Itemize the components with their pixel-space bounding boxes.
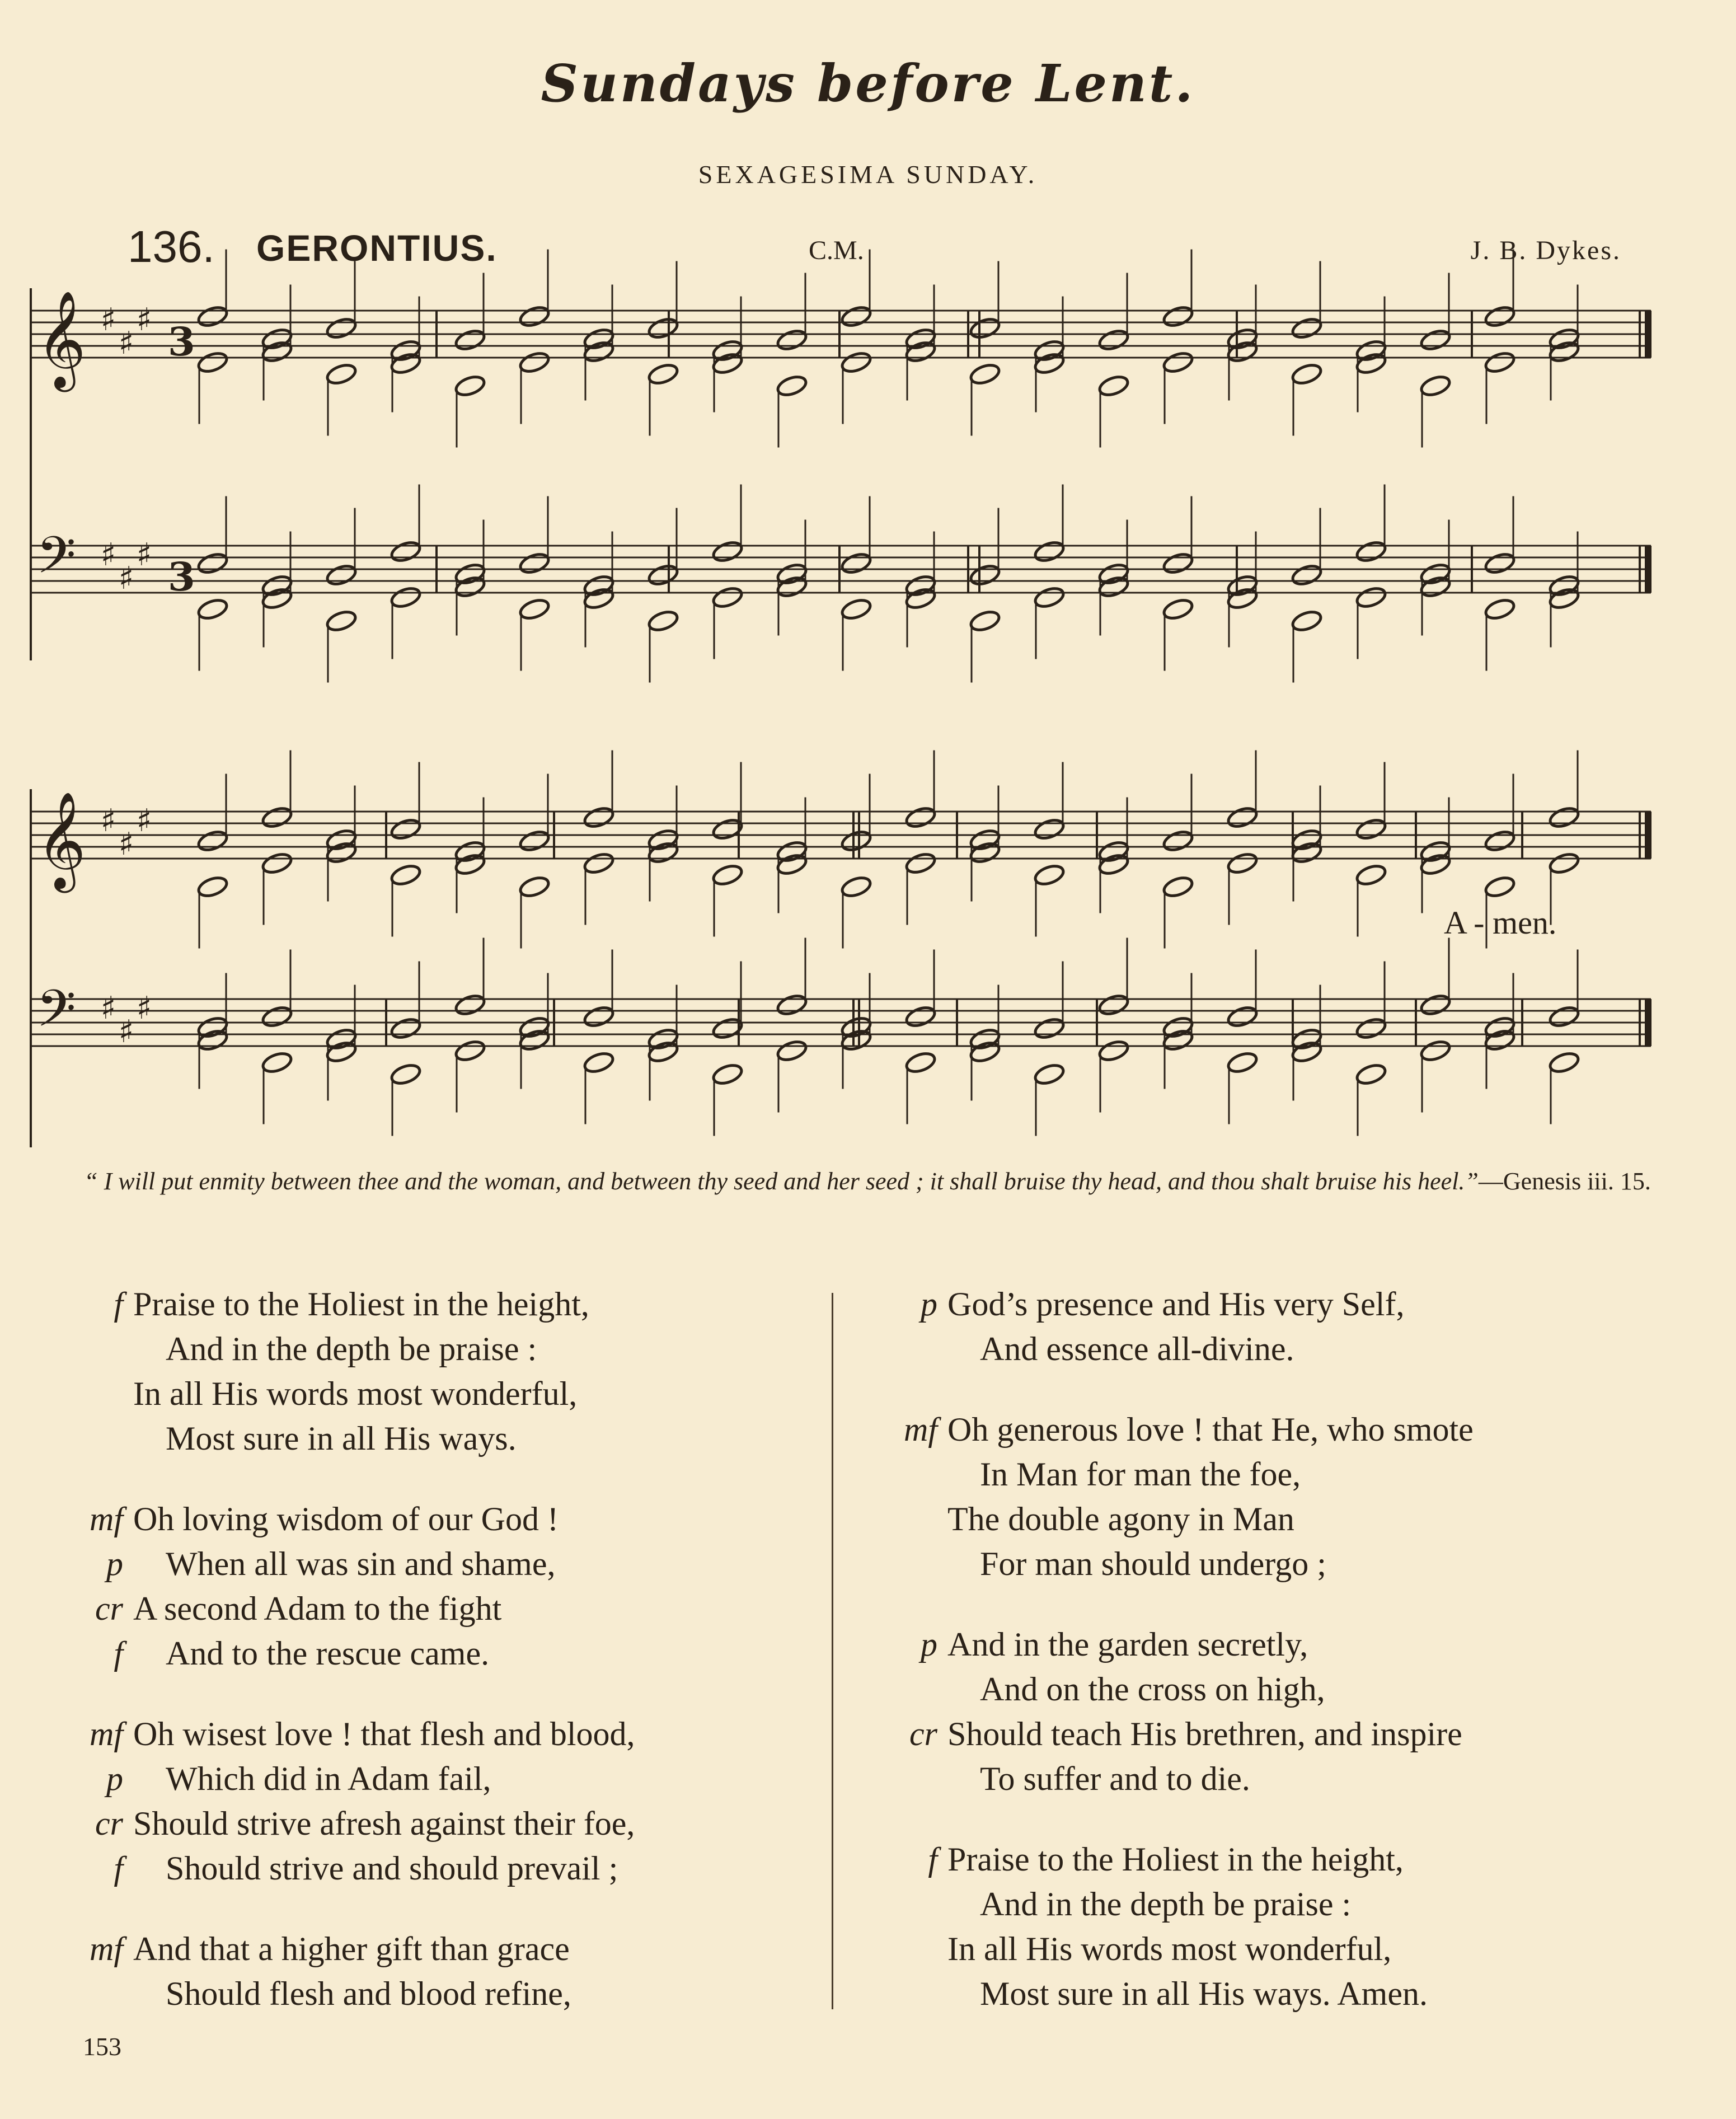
verse-line: [62, 1846, 635, 1891]
note-head-icon: [454, 1038, 486, 1063]
note-head-icon: [1097, 373, 1130, 398]
verse-text: And essence all-divine.: [980, 1330, 1294, 1367]
verse-text: Oh loving wisdom of our God !: [133, 1501, 559, 1537]
note-head-icon: [776, 373, 808, 398]
note-head-icon: [1033, 817, 1066, 841]
verse-text: And on the cross on high,: [980, 1671, 1325, 1708]
note-head-icon: [1162, 350, 1194, 374]
note-head-icon: [583, 573, 615, 598]
note-head-icon: [1548, 326, 1580, 351]
note-head-icon: [1484, 304, 1516, 329]
verse-text: Oh generous love ! that He, who smote: [947, 1411, 1474, 1448]
note-head-icon: [1355, 351, 1387, 376]
verse-text: Should strive and should prevail ;: [166, 1850, 618, 1887]
note-head-icon: [840, 1028, 872, 1052]
note-head-icon: [454, 561, 486, 586]
note-head-icon: [196, 1015, 229, 1039]
note-head-icon: [647, 840, 679, 865]
key-sharp-icon: ♯: [119, 826, 134, 862]
note-head-icon: [969, 362, 1001, 386]
key-sharp-icon: ♯: [101, 537, 116, 573]
verse-line: [876, 1407, 1474, 1452]
verse-line: [876, 1282, 1474, 1326]
stanza: [876, 1837, 1474, 2016]
note-head-icon: [390, 817, 422, 841]
note-head-icon: [196, 597, 229, 621]
note-head-icon: [969, 1039, 1001, 1064]
verse-text: In all His words most wonderful,: [947, 1930, 1392, 1967]
note-head-icon: [1226, 339, 1259, 364]
verse-line: [876, 1622, 1474, 1667]
dynamic-marking: mf: [90, 1715, 123, 1752]
verse-text: Should teach His brethren, and inspire: [947, 1715, 1462, 1752]
note-head-icon: [1226, 805, 1259, 829]
note-head-icon: [196, 828, 229, 853]
page-number: 153: [83, 2032, 121, 2061]
treble-clef-icon: 𝄞: [36, 791, 86, 889]
bass-clef-icon: 𝄢: [36, 526, 76, 597]
note-head-icon: [390, 539, 422, 564]
time-signature: 3: [168, 554, 195, 600]
stanza: [876, 1622, 1474, 1801]
dynamic-marking: [876, 1326, 947, 1371]
note-head-icon: [325, 608, 358, 633]
note-head-icon: [1355, 1016, 1387, 1040]
note-head-icon: [390, 862, 422, 887]
note-head-icon: [390, 351, 422, 376]
note-head-icon: [1548, 805, 1580, 829]
verse-text: Praise to the Holiest in the height,: [133, 1286, 589, 1323]
key-sharp-icon: ♯: [137, 302, 152, 338]
note-head-icon: [454, 839, 486, 864]
dynamic-marking: mf: [90, 1930, 123, 1967]
key-sharp-icon: ♯: [101, 302, 116, 338]
dynamic-marking: [876, 1926, 947, 1971]
verse-line: [62, 1282, 635, 1326]
note-head-icon: [1291, 840, 1323, 865]
dynamic-marking: p: [921, 1286, 937, 1323]
time-signature: 3: [168, 318, 195, 365]
verse-text: And in the depth be praise :: [980, 1886, 1352, 1923]
hymn-number: 136.: [128, 222, 215, 271]
verse-text: Most sure in all His ways. Amen.: [980, 1975, 1428, 2012]
note-head-icon: [647, 1039, 679, 1064]
note-head-icon: [776, 574, 808, 599]
dynamic-marking: [876, 1497, 947, 1541]
note-head-icon: [325, 316, 358, 340]
note-head-icon: [1097, 561, 1130, 586]
note-head-icon: [969, 562, 1001, 587]
note-head-icon: [1548, 1004, 1580, 1029]
note-head-icon: [840, 828, 872, 853]
note-head-icon: [518, 1028, 551, 1052]
note-head-icon: [1548, 339, 1580, 364]
note-head-icon: [454, 852, 486, 876]
verse-text: For man should undergo ;: [980, 1545, 1326, 1582]
note-head-icon: [1355, 862, 1387, 887]
note-head-icon: [776, 839, 808, 864]
note-head-icon: [1419, 1038, 1452, 1063]
note-head-icon: [390, 585, 422, 610]
note-head-icon: [711, 1062, 744, 1086]
note-head-icon: [1291, 608, 1323, 633]
verse-line: [876, 1667, 1474, 1712]
dynamic-marking: p: [106, 1760, 123, 1797]
note-head-icon: [969, 840, 1001, 865]
note-head-icon: [969, 1026, 1001, 1051]
note-head-icon: [1484, 828, 1516, 853]
verse-line: [62, 1712, 635, 1756]
note-head-icon: [518, 597, 551, 621]
note-head-icon: [1419, 574, 1452, 599]
note-head-icon: [1033, 351, 1066, 376]
note-head-icon: [261, 326, 293, 351]
note-head-icon: [647, 827, 679, 852]
note-head-icon: [840, 1015, 872, 1039]
note-head-icon: [1548, 1050, 1580, 1075]
note-head-icon: [1419, 852, 1452, 876]
dynamic-marking: cr: [95, 1590, 123, 1627]
dynamic-marking: p: [106, 1545, 123, 1582]
note-head-icon: [583, 805, 615, 829]
note-head-icon: [1355, 1062, 1387, 1086]
note-head-icon: [1097, 574, 1130, 599]
note-head-icon: [1162, 1028, 1194, 1052]
note-head-icon: [969, 827, 1001, 852]
dynamic-marking: [876, 1756, 947, 1801]
note-head-icon: [325, 1026, 358, 1051]
note-head-icon: [1162, 1015, 1194, 1039]
note-head-icon: [776, 327, 808, 352]
note-head-icon: [904, 1004, 937, 1029]
note-head-icon: [904, 586, 937, 611]
bass-clef-icon: 𝄢: [36, 979, 76, 1051]
hymn-name: GERONTIUS.: [256, 227, 498, 269]
note-head-icon: [583, 586, 615, 611]
note-head-icon: [1548, 573, 1580, 598]
verse-line: [876, 1837, 1474, 1882]
note-head-icon: [261, 339, 293, 364]
note-head-icon: [454, 327, 486, 352]
dynamic-marking: [62, 1371, 133, 1416]
note-head-icon: [325, 562, 358, 587]
note-head-icon: [1162, 597, 1194, 621]
note-head-icon: [325, 1039, 358, 1064]
note-head-icon: [840, 304, 872, 329]
verse-line: [62, 1756, 635, 1801]
stanza: [62, 1497, 635, 1676]
note-head-icon: [1097, 327, 1130, 352]
composer: J. B. Dykes.: [1470, 236, 1621, 265]
key-sharp-icon: ♯: [101, 803, 116, 839]
dynamic-marking: [62, 1326, 133, 1371]
note-head-icon: [518, 1015, 551, 1039]
dynamic-marking: [876, 1452, 947, 1497]
note-head-icon: [711, 862, 744, 887]
note-head-icon: [454, 373, 486, 398]
note-head-icon: [1419, 327, 1452, 352]
note-head-icon: [1162, 874, 1194, 899]
verse-text: Most sure in all His ways.: [166, 1420, 517, 1457]
quote-text: “ I will put enmity between thee and the woman, and between thy seed and her seed ; it shall bruise thy head, and thou shalt bruise his heel.”: [84, 1168, 1479, 1195]
verse-line: [876, 1452, 1474, 1497]
note-head-icon: [261, 805, 293, 829]
note-head-icon: [454, 574, 486, 599]
note-head-icon: [1355, 539, 1387, 564]
verse-text: Oh wisest love ! that flesh and blood,: [133, 1715, 635, 1752]
verse-line: [876, 1926, 1474, 1971]
note-head-icon: [1355, 585, 1387, 610]
note-head-icon: [840, 551, 872, 575]
note-head-icon: [776, 1038, 808, 1063]
note-head-icon: [647, 608, 679, 633]
verse-line: [62, 1416, 635, 1461]
stanza: [62, 1926, 635, 2016]
note-head-icon: [518, 304, 551, 329]
key-sharp-icon: ♯: [119, 560, 134, 597]
note-head-icon: [1484, 350, 1516, 374]
note-head-icon: [1419, 839, 1452, 864]
note-head-icon: [904, 339, 937, 364]
note-head-icon: [840, 350, 872, 374]
verse-text: Praise to the Holiest in the height,: [947, 1841, 1404, 1878]
verse-line: [876, 1882, 1474, 1926]
note-head-icon: [1291, 316, 1323, 340]
verse-text: God’s presence and His very Self,: [947, 1286, 1405, 1323]
key-sharp-icon: ♯: [101, 990, 116, 1026]
stanza: [876, 1282, 1474, 1371]
verse-line: [62, 1541, 635, 1586]
key-sharp-icon: ♯: [119, 325, 134, 362]
note-head-icon: [1484, 597, 1516, 621]
note-head-icon: [390, 338, 422, 363]
note-head-icon: [518, 551, 551, 575]
note-head-icon: [196, 304, 229, 329]
hymn-meter: C.M.: [809, 236, 864, 265]
note-head-icon: [1291, 362, 1323, 386]
verse-text: To suffer and to die.: [980, 1760, 1250, 1797]
quote-reference: —Genesis iii. 15.: [1478, 1168, 1651, 1195]
scripture-quote: [84, 1164, 1651, 1199]
note-head-icon: [1419, 373, 1452, 398]
verse-text: Should strive afresh against their foe,: [133, 1805, 635, 1842]
verse-text: In Man for man the foe,: [980, 1456, 1301, 1493]
note-head-icon: [196, 874, 229, 899]
note-head-icon: [969, 316, 1001, 340]
note-head-icon: [904, 326, 937, 351]
stanza: [62, 1282, 635, 1461]
dynamic-marking: mf: [904, 1411, 937, 1448]
note-head-icon: [1162, 828, 1194, 853]
dynamic-marking: [876, 1882, 947, 1926]
note-head-icon: [1291, 1026, 1323, 1051]
key-sharp-icon: ♯: [137, 803, 152, 839]
note-head-icon: [1226, 326, 1259, 351]
note-head-icon: [261, 573, 293, 598]
dynamic-marking: p: [921, 1626, 937, 1663]
note-head-icon: [583, 1050, 615, 1075]
verses-left-column: [62, 1282, 635, 2052]
verse-line: [62, 1971, 635, 2016]
note-head-icon: [1226, 1050, 1259, 1075]
note-head-icon: [1355, 817, 1387, 841]
note-head-icon: [454, 992, 486, 1017]
note-head-icon: [1226, 851, 1259, 875]
note-head-icon: [1162, 304, 1194, 329]
verse-line: [876, 1712, 1474, 1756]
key-sharp-icon: ♯: [119, 1014, 134, 1050]
note-head-icon: [711, 539, 744, 564]
note-head-icon: [647, 362, 679, 386]
note-head-icon: [1033, 539, 1066, 564]
note-head-icon: [1548, 851, 1580, 875]
note-head-icon: [261, 1050, 293, 1075]
note-head-icon: [1291, 562, 1323, 587]
dynamic-marking: f: [114, 1286, 123, 1323]
amen-lyric: A - men.: [1444, 904, 1557, 941]
note-head-icon: [196, 1028, 229, 1052]
note-head-icon: [1484, 551, 1516, 575]
note-head-icon: [1226, 573, 1259, 598]
note-head-icon: [1162, 551, 1194, 575]
dynamic-marking: mf: [90, 1501, 123, 1537]
note-head-icon: [583, 851, 615, 875]
note-head-icon: [583, 326, 615, 351]
note-head-icon: [196, 551, 229, 575]
verse-line: [876, 1756, 1474, 1801]
note-head-icon: [390, 1062, 422, 1086]
note-head-icon: [518, 828, 551, 853]
verse-text: A second Adam to the fight: [133, 1590, 502, 1627]
note-head-icon: [1291, 1039, 1323, 1064]
note-head-icon: [840, 597, 872, 621]
note-head-icon: [261, 851, 293, 875]
note-head-icon: [1033, 585, 1066, 610]
note-head-icon: [1226, 1004, 1259, 1029]
note-head-icon: [711, 351, 744, 376]
note-head-icon: [261, 586, 293, 611]
note-head-icon: [1033, 862, 1066, 887]
dynamic-marking: [62, 1971, 133, 2016]
note-head-icon: [325, 362, 358, 386]
note-head-icon: [647, 1026, 679, 1051]
note-head-icon: [390, 1016, 422, 1040]
note-head-icon: [647, 562, 679, 587]
dynamic-marking: [876, 1541, 947, 1586]
dynamic-marking: f: [928, 1841, 937, 1878]
dynamic-marking: cr: [95, 1805, 123, 1842]
note-head-icon: [1097, 852, 1130, 876]
note-head-icon: [583, 1004, 615, 1029]
note-head-icon: [904, 851, 937, 875]
note-head-icon: [1419, 561, 1452, 586]
verse-text: When all was sin and shame,: [166, 1545, 556, 1582]
note-head-icon: [325, 827, 358, 852]
note-head-icon: [711, 338, 744, 363]
note-head-icon: [1484, 874, 1516, 899]
verse-line: [62, 1926, 635, 1971]
note-head-icon: [1226, 586, 1259, 611]
dynamic-marking: f: [114, 1850, 123, 1887]
note-head-icon: [1291, 827, 1323, 852]
note-head-icon: [1484, 1015, 1516, 1039]
note-head-icon: [776, 852, 808, 876]
column-divider: [832, 1293, 833, 2009]
verse-text: And in the garden secretly,: [947, 1626, 1308, 1663]
note-head-icon: [904, 1050, 937, 1075]
verse-line: [876, 1971, 1474, 2016]
note-head-icon: [647, 316, 679, 340]
verse-line: [62, 1801, 635, 1846]
verse-text: In all His words most wonderful,: [133, 1375, 578, 1412]
note-head-icon: [904, 805, 937, 829]
verse-text: And in the depth be praise :: [166, 1330, 537, 1367]
note-head-icon: [583, 339, 615, 364]
note-head-icon: [518, 350, 551, 374]
dynamic-marking: [876, 1667, 947, 1712]
verse-text: And that a higher gift than grace: [133, 1930, 570, 1967]
page-title: Sundays before Lent.: [541, 53, 1195, 114]
note-head-icon: [711, 585, 744, 610]
note-head-icon: [1033, 338, 1066, 363]
note-head-icon: [1033, 1016, 1066, 1040]
note-head-icon: [1033, 1062, 1066, 1086]
verse-text: Which did in Adam fail,: [166, 1760, 491, 1797]
note-head-icon: [196, 350, 229, 374]
verse-line: [62, 1586, 635, 1631]
verse-line: [876, 1497, 1474, 1541]
stanza: [876, 1407, 1474, 1586]
verse-line: [876, 1326, 1474, 1371]
note-head-icon: [1548, 586, 1580, 611]
verse-line: [62, 1497, 635, 1541]
verse-text: Should flesh and blood refine,: [166, 1975, 571, 2012]
note-head-icon: [1097, 992, 1130, 1017]
note-head-icon: [904, 573, 937, 598]
note-head-icon: [969, 608, 1001, 633]
key-sharp-icon: ♯: [137, 990, 152, 1026]
treble-clef-icon: 𝄞: [36, 290, 86, 388]
note-head-icon: [325, 840, 358, 865]
dynamic-marking: [62, 1416, 133, 1461]
key-sharp-icon: ♯: [137, 537, 152, 573]
verses-right-column: [876, 1282, 1474, 2052]
dynamic-marking: f: [114, 1635, 123, 1672]
verse-line: [62, 1631, 635, 1676]
verse-text: The double agony in Man: [947, 1501, 1294, 1537]
note-head-icon: [261, 1004, 293, 1029]
note-head-icon: [776, 561, 808, 586]
subtitle: SEXAGESIMA SUNDAY.: [698, 160, 1038, 189]
dynamic-marking: cr: [909, 1715, 937, 1752]
stanza: [62, 1712, 635, 1891]
note-head-icon: [776, 992, 808, 1017]
note-head-icon: [518, 874, 551, 899]
note-head-icon: [840, 874, 872, 899]
note-head-icon: [1419, 992, 1452, 1017]
note-head-icon: [1484, 1028, 1516, 1052]
note-head-icon: [1355, 338, 1387, 363]
dynamic-marking: [876, 1971, 947, 2016]
note-head-icon: [1097, 1038, 1130, 1063]
verse-line: [62, 1326, 635, 1371]
note-head-icon: [1097, 839, 1130, 864]
verse-text: And to the rescue came.: [166, 1635, 490, 1672]
verse-line: [876, 1541, 1474, 1586]
verse-line: [62, 1371, 635, 1416]
